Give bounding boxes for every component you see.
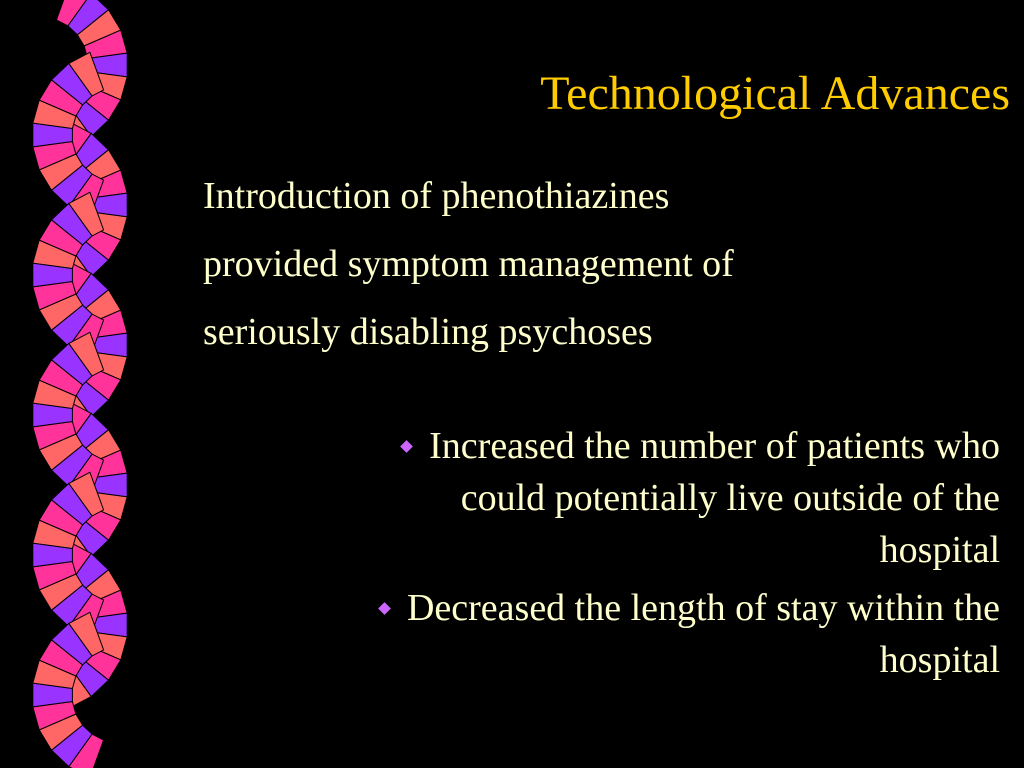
bullet-line: Decreased the length of stay within the (406, 587, 1000, 629)
bullet-item (160, 582, 1000, 686)
bullet-item (160, 420, 1000, 576)
intro-paragraph (203, 162, 993, 366)
intro-line: provided symptom management of (203, 243, 734, 285)
bullet-line: hospital (879, 639, 1000, 681)
bullet-line: Increased the number of patients who (429, 425, 1000, 467)
intro-line: seriously disabling psychoses (203, 311, 653, 353)
diamond-bullet-icon (400, 440, 413, 453)
decorative-fan-border (0, 0, 140, 768)
diamond-bullet-icon (378, 602, 391, 615)
bullet-list (160, 420, 1000, 692)
bullet-line: could potentially live outside of the (460, 477, 1000, 519)
slide-title: Technological Advances (540, 67, 1010, 120)
intro-line: Introduction of phenothiazines (203, 175, 670, 217)
bullet-line: hospital (879, 529, 1000, 571)
